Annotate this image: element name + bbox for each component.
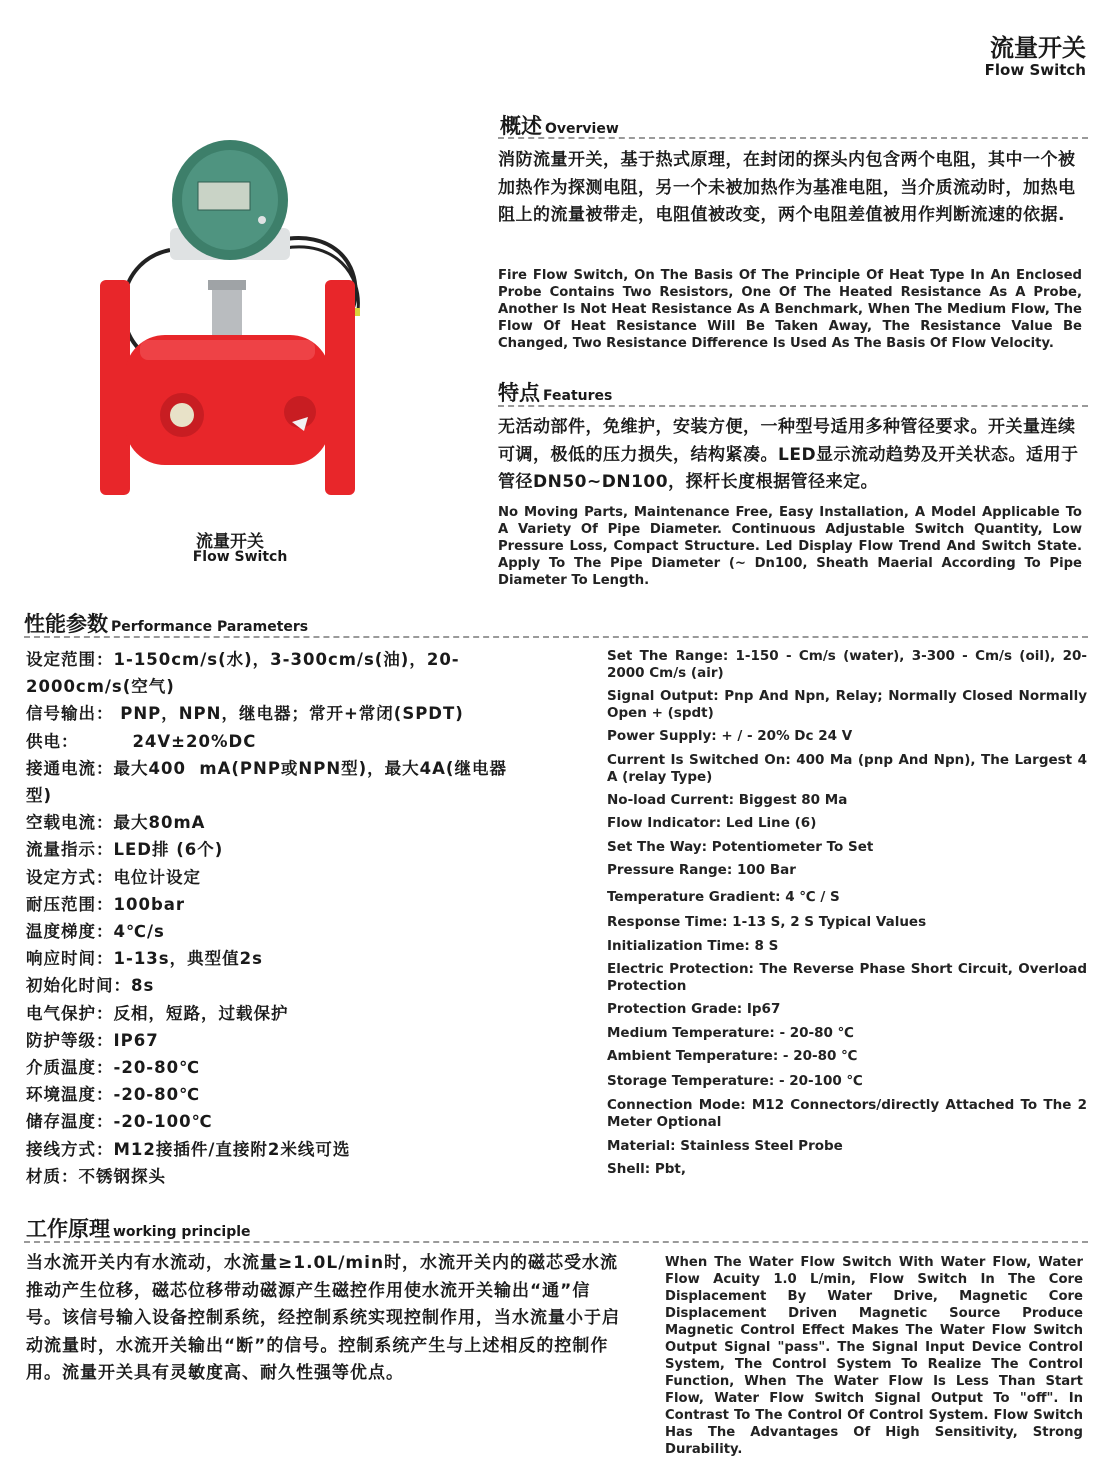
- param-en-item: Temperature Gradient: 4 ℃ / S: [607, 889, 840, 905]
- features-heading: [498, 377, 612, 407]
- product-caption-cn: 流量开关: [196, 532, 264, 552]
- param-cn-item: 设定范围：1-150cm/s(水)，3-300cm/s(油)，20-: [26, 650, 460, 669]
- param-cn-item: 耐压范围：100bar: [26, 894, 186, 914]
- param-cn-item: 温度梯度：4℃/s: [26, 922, 165, 942]
- param-en-item: Flow Indicator: Led Line (6): [607, 815, 817, 831]
- param-cn-item: 供电： 24V±20%DC: [26, 731, 257, 751]
- features-heading-cn: 特点: [498, 381, 540, 405]
- principle-divider: [24, 1241, 1088, 1243]
- param-en-item: Material: Stainless Steel Probe: [607, 1138, 843, 1154]
- principle-text-cn: 当水流开关内有水流动，水流量≥1.0L/min时，水流开关内的磁芯受水流推动产生位移，磁芯位移带动磁源产生磁控作用使水流开关输出“通”信号。该信号输入设备控制系统，经控制系统实现控制作用，当水流量小于启动流量时，水流开关输出“断”的信号。控制系统产生与上述相反的控制作用。流量开关具有灵敏度高、耐久性强等优点。: [26, 1253, 620, 1383]
- param-cn-item: 型): [26, 786, 53, 806]
- param-list-cn: [26, 646, 507, 1190]
- param-cn-item: 材质：不锈钢探头: [26, 1166, 166, 1186]
- param-cn-item: 响应时间：1-13s，典型值2s: [26, 949, 263, 969]
- performance-heading: [24, 608, 308, 638]
- features-text-cn: 无活动部件，免维护，安装方便，一种型号适用多种管径要求。开关量连续可调，极低的压力损失，结构紧凑。LED显示流动趋势及开关状态。适用于管径DN50~DN100，探杆长度根据管径来定。: [498, 417, 1079, 492]
- param-cn-item: 防护等级：IP67: [26, 1030, 159, 1050]
- param-en-item: Connection Mode: M12 Connectors/directly Attached To The 2 Meter Optional: [607, 1097, 1087, 1130]
- overview-text-en: Fire Flow Switch, On The Basis Of The Principle Of Heat Type In An Enclosed Probe Contains Two Resistors, One Of The Heated Resistance As A Probe, Another Is Not Heat Resistance As A Benchmark, When The Medium Flow, The Flow Of Heat Resistance Will Be Taken Away, The Resistance Value Be Changed, Two Resistance Difference Is Used As The Basis Of Flow Velocity.: [498, 268, 1082, 351]
- param-en-item: No-load Current: Biggest 80 Ma: [607, 792, 848, 808]
- param-en-item: Initialization Time: 8 S: [607, 938, 779, 954]
- param-cn-item: 接通电流：最大400 mA(PNP或NPN型)，最大4A(继电器: [26, 758, 507, 778]
- param-en-item: Storage Temperature: - 20-100 ℃: [607, 1073, 863, 1089]
- param-list-en: [607, 0, 1087, 1200]
- product-caption-en: Flow Switch: [192, 549, 288, 565]
- principle-heading-en: working principle: [113, 1224, 251, 1240]
- param-en-item: Set The Range: 1-150 - Cm/s (water), 3-300 - Cm/s (oil), 20-2000 Cm/s (air): [607, 648, 1087, 681]
- param-en-item: Ambient Temperature: - 20-80 ℃: [607, 1048, 858, 1064]
- overview-heading: [500, 110, 619, 140]
- principle-heading: [26, 1213, 251, 1243]
- overview-heading-cn: 概述: [500, 114, 542, 138]
- param-cn-item: 信号输出： PNP，NPN，继电器；常开+常闭(SPDT): [26, 704, 464, 724]
- param-cn-item: 流量指示：LED排 (6个): [26, 840, 224, 860]
- param-en-item: Electric Protection: The Reverse Phase Short Circuit, Overload Protection: [607, 961, 1087, 994]
- param-en-item: Pressure Range: 100 Bar: [607, 862, 796, 878]
- features-heading-en: Features: [543, 388, 613, 404]
- product-image: [100, 140, 370, 510]
- param-en-item: Protection Grade: Ip67: [607, 1001, 781, 1017]
- param-cn-item: 初始化时间：8s: [26, 976, 155, 996]
- performance-heading-cn: 性能参数: [24, 612, 108, 636]
- flow-switch-illustration: [100, 140, 370, 510]
- principle-text-en: When The Water Flow Switch With Water Flow, Water Flow Acuity 1.0 L/min, Flow Switch In The Core Displacement By Water Drive, Magnetic Core Displacement Driven Magnetic Source Produce Magnetic Control Effect Makes The Water Flow Switch Output Signal "pass". The Signal Input Device Control System, The Control System To Realize The Control Function, When The Water Flow Is Less Than Start Flow, Water Flow Switch Signal Output To "off". In Contrast To The Control Of Control System. Flow Switch Has The Advantages Of High Sensitivity, Strong Durability.: [665, 1255, 1083, 1457]
- performance-heading-en: Performance Parameters: [111, 619, 309, 635]
- param-cn-item: 设定方式：电位计设定: [26, 867, 201, 887]
- page-title-cn: 流量开关: [990, 34, 1086, 62]
- overview-text-cn: 消防流量开关，基于热式原理，在封闭的探头内包含两个电阻，其中一个被加热作为探测电阻，另一个未被加热作为基准电阻，当介质流动时，加热电阻上的流量被带走，电阻值被改变，两个电阻差值被用作判断流速的依据.: [498, 150, 1076, 225]
- param-en-item: Shell: Pbt,: [607, 1161, 686, 1177]
- param-en-item: Current Is Switched On: 400 Ma (pnp And Npn), The Largest 4 A (relay Type): [607, 752, 1087, 785]
- param-cn-item: 储存温度：-20-100℃: [26, 1112, 213, 1132]
- param-en-item: Set The Way: Potentiometer To Set: [607, 839, 874, 855]
- param-cn-item: 2000cm/s(空气): [26, 677, 175, 697]
- overview-heading-en: Overview: [545, 121, 619, 137]
- param-en-item: Power Supply: + / - 20% Dc 24 V: [607, 728, 853, 744]
- param-en-item: Medium Temperature: - 20-80 ℃: [607, 1025, 854, 1041]
- principle-heading-cn: 工作原理: [26, 1217, 110, 1241]
- param-en-item: Signal Output: Pnp And Npn, Relay; Normally Closed Normally Open + (spdt): [607, 688, 1087, 721]
- param-cn-item: 空载电流：最大80mA: [26, 813, 206, 833]
- param-en-item: Response Time: 1-13 S, 2 S Typical Values: [607, 914, 927, 930]
- param-cn-item: 环境温度：-20-80℃: [26, 1085, 201, 1105]
- features-text-en: No Moving Parts, Maintenance Free, Easy Installation, A Model Applicable To A Variety Of Pipe Diameter. Continuous Adjustable Switch Quantity, Low Pressure Loss, Compact Structure. Led Display Flow Trend And Switch State. Apply To The Pipe Diameter (~ Dn100, Sheath Maerial According To Pipe Diameter To Length.: [498, 505, 1082, 588]
- param-cn-item: 介质温度：-20-80℃: [26, 1058, 201, 1078]
- param-cn-item: 接线方式：M12接插件/直接附2米线可选: [26, 1139, 351, 1159]
- page-title-en: Flow Switch: [984, 61, 1086, 79]
- param-cn-item: 电气保护：反相，短路，过载保护: [26, 1003, 289, 1023]
